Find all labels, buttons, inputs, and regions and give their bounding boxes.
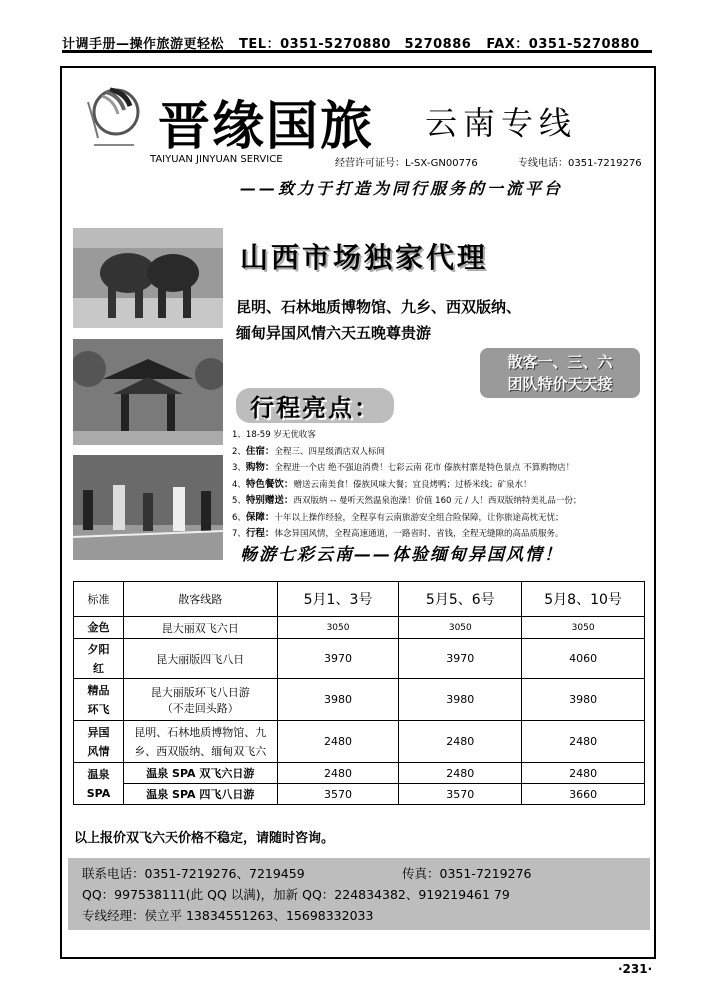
- badge-line-2: 团队特价天天接: [507, 375, 613, 393]
- header-standard: 标准: [74, 582, 124, 617]
- contact-phone: 联系电话：0351-7219276、7219459: [82, 866, 305, 881]
- route-cell: 昆明、石林地质博物馆、九 乡、西双版纳、缅甸双飞六: [123, 721, 277, 763]
- brand-slogan: ——致力于打造为同行服务的一流平台: [240, 179, 564, 198]
- brand-name: 晋缘国旅: [158, 97, 375, 157]
- highlights-title: 行程亮点：: [236, 388, 394, 423]
- contact-box: [68, 858, 650, 930]
- price-cell: 3980: [399, 679, 522, 721]
- header-tagline: 计调手册—操作旅游更轻松: [62, 37, 225, 52]
- price-cell: 2480: [277, 763, 399, 784]
- price-cell: 2480: [399, 721, 522, 763]
- price-cell: 2480: [522, 763, 645, 784]
- dance-photo: [73, 455, 223, 560]
- category-label: 金色: [74, 617, 124, 639]
- route-cell: 昆大丽双飞六日: [123, 617, 277, 639]
- elephant-photo: [73, 228, 223, 328]
- brand-english-name: TAIYUAN JINYUAN SERVICE: [150, 154, 283, 165]
- category-label: 异国 风情: [74, 721, 124, 763]
- company-logo: [80, 82, 140, 152]
- route-line-1: 昆明、石林地质博物馆、九乡、西双版纳、: [236, 298, 522, 316]
- header-rule: [62, 50, 652, 53]
- table-row: [74, 617, 645, 639]
- price-table-header: [74, 582, 645, 617]
- header-fax: FAX：0351-5270880: [486, 37, 640, 52]
- category-label: 夕阳 红: [74, 639, 124, 679]
- price-cell: 3980: [522, 679, 645, 721]
- price-note: 以上报价双飞六天价格不稳定，请随时咨询。: [74, 831, 335, 846]
- schedule-badge: [480, 348, 640, 398]
- price-table: [73, 581, 645, 805]
- page-number: ·231·: [618, 962, 653, 976]
- header-tel: TEL：0351-5270880 5270886: [239, 37, 472, 52]
- price-cell: 3050: [522, 617, 645, 639]
- badge-line-1: 散客一、三、六: [507, 353, 613, 371]
- highlight-item: 7、行程：体念异国风情，全程高速通道，一路省时、省钱，全程无缝隙的高品质服务。: [232, 528, 564, 539]
- highlight-item: 6、保障：十年以上操作经验，全程享有云南旅游安全组合险保障，让你旅途高枕无忧；: [232, 511, 564, 523]
- header-route: 散客线路: [123, 582, 277, 617]
- contact-fax: 传真：0351-7219276: [402, 866, 532, 881]
- promo-headline: 山西市场独家代理: [240, 241, 489, 274]
- header-date-2: 5月5、6号: [399, 582, 522, 617]
- price-cell: 3050: [277, 617, 399, 639]
- highlight-item: 5、特别赠送：西双版纳 -- 曼听天然温泉泡澡！价值 160 元 / 人！西双版纳特美礼品一份；: [232, 495, 582, 506]
- contact-manager: 专线经理：侯立平 13834551263、15698332033: [82, 908, 374, 923]
- brand-line: 云南专线: [425, 104, 578, 142]
- price-cell: 3980: [277, 679, 399, 721]
- table-row: [74, 763, 645, 784]
- highlight-item: 4、特色餐饮：赠送云南美食！傣族风味大餐；宜良烤鸭；过桥米线；矿泉水！: [232, 478, 532, 490]
- category-label: 温泉 SPA: [74, 763, 124, 805]
- header-date-1: 5月1、3号: [277, 582, 399, 617]
- price-cell: 2480: [522, 721, 645, 763]
- highlight-item: 2、住宿：全程三、四星级酒店双人标间: [232, 445, 385, 457]
- price-cell: 3660: [522, 784, 645, 805]
- price-cell: 4060: [522, 639, 645, 679]
- category-label: 精品 环飞: [74, 679, 124, 721]
- price-cell: 3570: [399, 784, 522, 805]
- route-line-2: 缅甸异国风情六天五晚尊贵游: [236, 324, 432, 342]
- price-cell: 3050: [399, 617, 522, 639]
- promo-tagline: 畅游七彩云南——体验缅甸异国风情！: [240, 545, 563, 565]
- table-row: [74, 784, 645, 805]
- price-cell: 3970: [277, 639, 399, 679]
- license-number: 经营许可证号：L-SX-GN00776: [335, 158, 478, 169]
- route-cell: 昆大丽版四飞八日: [123, 639, 277, 679]
- hotline: 专线电话：0351-7219276: [518, 158, 642, 169]
- table-row: [74, 721, 645, 763]
- table-row: [74, 639, 645, 679]
- route-cell: 温泉 SPA 四飞八日游: [123, 784, 277, 805]
- price-cell: 3970: [399, 639, 522, 679]
- pavilion-photo: [73, 339, 223, 445]
- highlight-item: 3、购物：全程进一个店 绝不强迫消费！七彩云南 花市 傣族村寨是特色景点 不算购物店！: [232, 462, 575, 473]
- price-cell: 2480: [277, 721, 399, 763]
- route-description: [236, 294, 636, 346]
- contact-phone-row: [82, 863, 636, 884]
- route-cell: 昆大丽版环飞八日游 （不走回头路）: [123, 679, 277, 721]
- highlight-item: 1、18-59 岁无优收客: [232, 430, 316, 440]
- price-cell: 3570: [277, 784, 399, 805]
- header-date-3: 5月8、10号: [522, 582, 645, 617]
- route-cell: 温泉 SPA 双飞六日游: [123, 763, 277, 784]
- price-cell: 2480: [399, 763, 522, 784]
- table-row: [74, 679, 645, 721]
- contact-qq: QQ：997538111(此 QQ 以满)，加新 QQ：224834382、919219461 79: [82, 887, 510, 902]
- highlights-list: [232, 427, 652, 543]
